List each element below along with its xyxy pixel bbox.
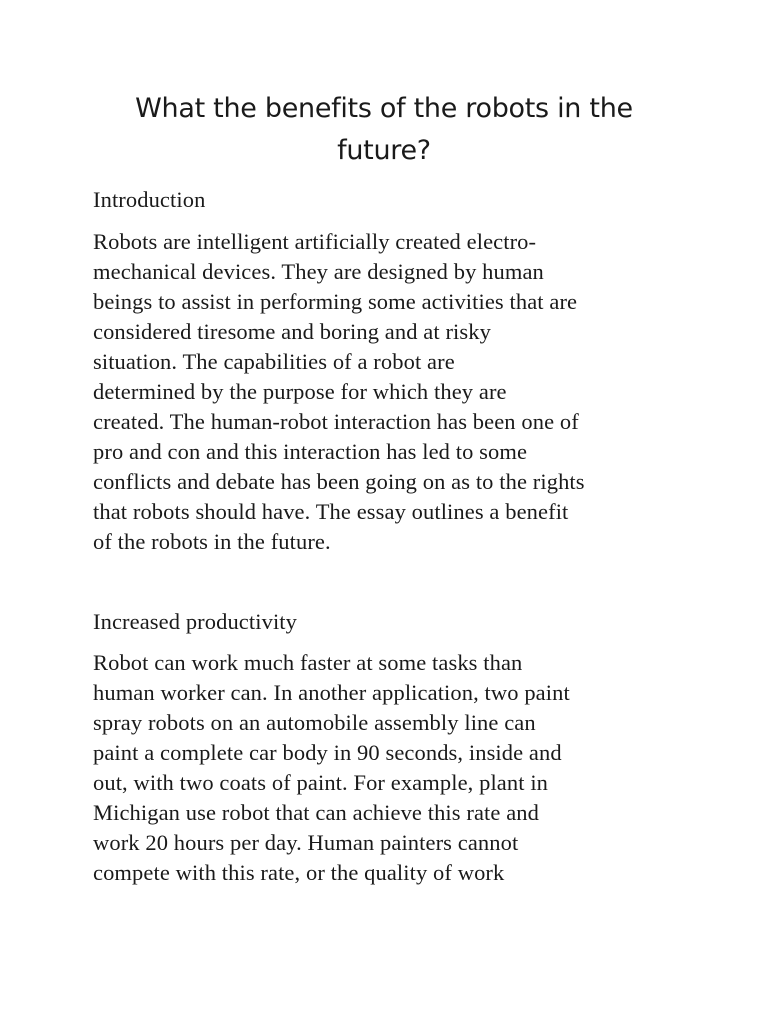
paragraph-introduction [93, 227, 693, 557]
text-line: human worker can. In another application, two paint [93, 680, 570, 705]
text-line: situation. The capabilities of a robot are [93, 349, 455, 374]
section-heading-introduction: Introduction [93, 187, 206, 212]
text-line: mechanical devices. They are designed by human [93, 259, 544, 284]
text-line: that robots should have. The essay outlines a benefit [93, 499, 569, 524]
text-line: spray robots on an automobile assembly line can [93, 710, 536, 735]
text-line: compete with this rate, or the quality of work [93, 860, 505, 885]
text-line: out, with two coats of paint. For example, plant in [93, 770, 549, 795]
text-line: determined by the purpose for which they are [93, 379, 507, 404]
text-line: considered tiresome and boring and at risky [93, 319, 491, 344]
paragraph-increased-productivity [93, 648, 693, 888]
text-line: of the robots in the future. [93, 529, 331, 554]
text-line: conflicts and debate has been going on as to the rights [93, 469, 585, 494]
text-line: work 20 hours per day. Human painters cannot [93, 830, 519, 855]
text-line: beings to assist in performing some activities that are [93, 289, 578, 314]
text-line: Robot can work much faster at some tasks than [93, 650, 523, 675]
section-heading-increased-productivity: Increased productivity [93, 609, 297, 634]
document-title: What the benefits of the robots in the future? [135, 93, 633, 166]
text-line: Michigan use robot that can achieve this rate and [93, 800, 539, 825]
text-line: created. The human-robot interaction has been one of [93, 409, 579, 434]
text-line: pro and con and this interaction has led to some [93, 439, 528, 464]
text-line: Robots are intelligent artificially created electro- [93, 229, 537, 254]
text-line: paint a complete car body in 90 seconds, inside and [93, 740, 562, 765]
